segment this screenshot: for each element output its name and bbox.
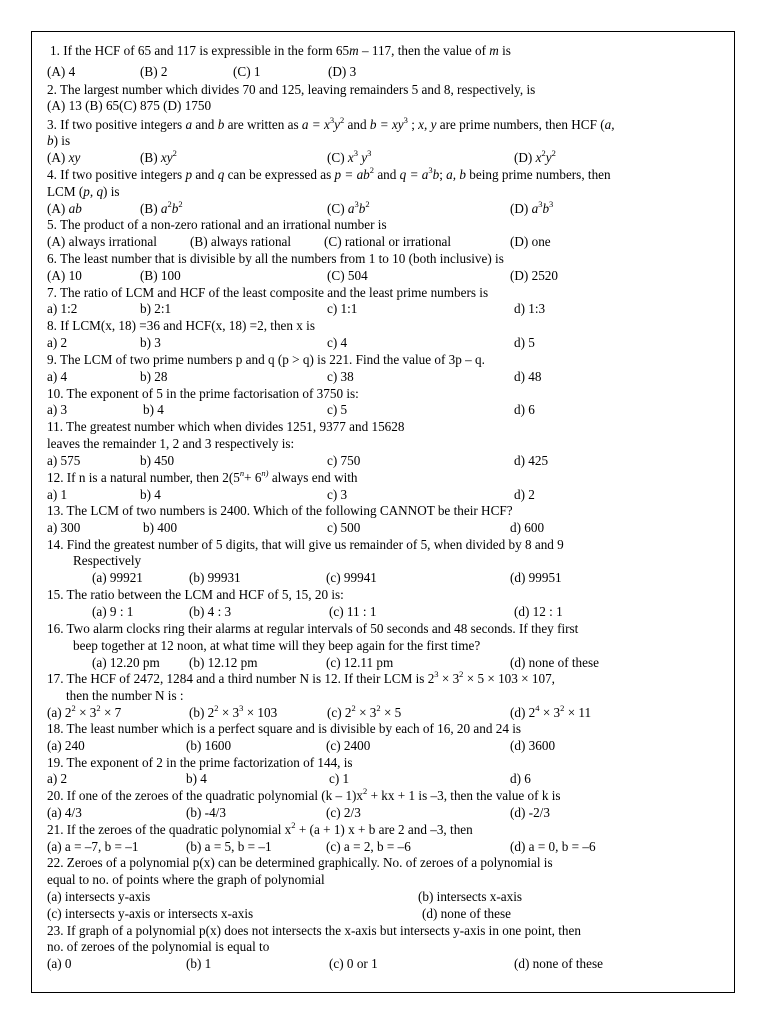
option-d: (d) none of these [510, 655, 599, 670]
question-23-line2: no. of zeroes of the polynomial is equal to [47, 939, 270, 954]
option-c: (c) 0 or 1 [329, 956, 378, 971]
option-a: (a) 4/3 [47, 805, 82, 820]
option-c: (c) intersects y-axis or intersects x-axis [47, 906, 254, 921]
option-a: (a) 99921 [92, 570, 143, 585]
option-c: (C) $a^3b^2$ [327, 198, 370, 216]
option-c: (c) a = 2, b = –6 [326, 839, 411, 854]
option-d: (d) 12 : 1 [514, 604, 563, 619]
question-22-line2: equal to no. of points where the graph of polynomial [47, 872, 325, 887]
option-a: (a) 12.20 pm [92, 655, 160, 670]
option-a: a) 3 [47, 402, 68, 417]
question-8: 8. If LCM(x, 18) =36 and HCF(x, 18) =2, then x is [47, 318, 315, 333]
option-d: (d) -2/3 [510, 805, 550, 820]
question-17: 17. The HCF of 2472, 1284 and a third number N is 12. If their LCM is $2^3 \times 3^2 \times 5 \times 103 \times 107$, [47, 668, 555, 686]
option-d: d) 600 [510, 520, 545, 535]
option-a: a) 1 [47, 487, 68, 502]
question-17-line2: then the number N is : [66, 688, 184, 703]
option-c: c) 4 [327, 335, 348, 350]
question-9: 9. The LCM of two prime numbers p and q (p > q) is 221. Find the value of 3p – q. [47, 352, 485, 367]
option-d: (D) one [510, 234, 551, 249]
option-b: (b) 1 [186, 956, 212, 971]
question-1: 1. If the HCF of 65 and 117 is expressible in the form 65m – 117, then the value of m is [50, 43, 511, 58]
option-a: (a) $2^2 \times 3^2 \times 7$ [47, 702, 122, 720]
option-d: d) 5 [514, 335, 535, 350]
option-d: d) 6 [510, 771, 531, 786]
option-c: c) 38 [327, 369, 354, 384]
option-b: b) 4 [186, 771, 207, 786]
option-d: (d) none of these [514, 956, 603, 971]
option-b: b) 28 [140, 369, 168, 384]
question-16: 16. Two alarm clocks ring their alarms at regular intervals of 50 seconds and 48 seconds. If they first [47, 621, 579, 636]
question-3-line2: b) is [47, 133, 71, 148]
option-a: a) 2 [47, 335, 68, 350]
option-d: d) 2 [514, 487, 535, 502]
option-a: (a) a = –7, b = –1 [47, 839, 139, 854]
question-11-line2: leaves the remainder 1, 2 and 3 respectively is: [47, 436, 295, 451]
question-10: 10. The exponent of 5 in the prime factorisation of 3750 is: [47, 386, 359, 401]
option-d: d) 1:3 [514, 301, 546, 316]
option-d: (d) a = 0, b = –6 [510, 839, 596, 854]
option-b: b) 3 [140, 335, 161, 350]
option-a: (A) 4 [47, 64, 76, 79]
option-d: (D) $a^3b^3$ [510, 198, 554, 216]
option-d: (d) 3600 [510, 738, 556, 753]
option-a: (a) intersects y-axis [47, 889, 151, 904]
option-a: a) 2 [47, 771, 68, 786]
question-12: 12. If n is a natural number, then $2(5^n+ 6^{n)}$ always end with [47, 467, 358, 485]
option-b: b) 2:1 [140, 301, 172, 316]
question-22: 22. Zeroes of a polynomial p(x) can be determined graphically. No. of zeroes of a polynomial is [47, 855, 553, 870]
question-18: 18. The least number which is a perfect square and is divisible by each of 16, 20 and 24 is [47, 721, 522, 736]
question-2: 2. The largest number which divides 70 and 125, leaving remainders 5 and 8, respectively, is [47, 82, 536, 97]
option-b: b) 4 [140, 487, 161, 502]
option-c: c) 1:1 [327, 301, 358, 316]
option-b: (b) 1600 [186, 738, 232, 753]
options-line: (A) 13 (B) 65(C) 875 (D) 1750 [47, 98, 212, 113]
option-b: b) 4 [143, 402, 164, 417]
option-b: (B) 100 [140, 268, 181, 283]
option-b: (b) $2^2 \times 3^3 \times 103$ [189, 702, 278, 720]
option-d: (D) 3 [328, 64, 357, 79]
option-d: (d) 99951 [510, 570, 562, 585]
option-c: (c) 2400 [326, 738, 371, 753]
option-c: c) 3 [327, 487, 348, 502]
option-c: (c) 99941 [326, 570, 377, 585]
question-6: 6. The least number that is divisible by all the numbers from 1 to 10 (both inclusive) is [47, 251, 504, 266]
option-c: c) 750 [327, 453, 361, 468]
option-d: d) 6 [514, 402, 535, 417]
question-21: 21. If the zeroes of the quadratic polynomial $x^2 + (a + 1) x + b$ are 2 and –3, then [47, 819, 473, 837]
option-c: (c) 11 : 1 [329, 604, 377, 619]
question-4: 4. If two positive integers p and q can be expressed as $p = ab^2$ and $q = a^3b$; a, b being prime numbers, then [47, 164, 611, 182]
option-a: (a) 0 [47, 956, 72, 971]
question-14-line2: Respectively [73, 553, 142, 568]
question-15: 15. The ratio between the LCM and HCF of 5, 15, 20 is: [47, 587, 344, 602]
option-d: (d) $2^4 \times 3^2 \times 11$ [510, 702, 592, 720]
option-b: b) 400 [143, 520, 178, 535]
question-13: 13. The LCM of two numbers is 2400. Which of the following CANNOT be their HCF? [47, 503, 513, 518]
option-a: (A) 10 [47, 268, 82, 283]
option-c: (C) 1 [233, 64, 261, 79]
option-a: (A) ab [47, 201, 82, 216]
option-d: d) 48 [514, 369, 542, 384]
question-7: 7. The ratio of LCM and HCF of the least composite and the least prime numbers is [47, 285, 489, 300]
question-3: 3. If two positive integers a and b are written as $a = x^3y^2$ and $b = xy^3$ ; x, y are prime numbers, then HCF (a, [47, 114, 615, 132]
question-23: 23. If graph of a polynomial p(x) does not intersects the x-axis but intersects y-axis in one point, then [47, 923, 581, 938]
question-14: 14. Find the greatest number of 5 digits, that will give us remainder of 5, when divided by 8 and 9 [47, 537, 564, 552]
option-b: (B) always rational [190, 234, 292, 249]
question-5: 5. The product of a non-zero rational and an irrational number is [47, 217, 387, 232]
option-c: c) 5 [327, 402, 348, 417]
option-c: c) 1 [329, 771, 350, 786]
option-b: (b) 4 : 3 [189, 604, 232, 619]
question-20: 20. If one of the zeroes of the quadratic polynomial $(k - 1)x^2$ + kx + 1 is –3, then the value of k is [47, 785, 561, 803]
option-b: (b) a = 5, b = –1 [186, 839, 272, 854]
option-d: (d) none of these [422, 906, 511, 921]
option-c: (C) rational or irrational [324, 234, 452, 249]
option-c: c) 500 [327, 520, 361, 535]
option-c: (C) 504 [327, 268, 368, 283]
option-b: (b) intersects x-axis [418, 889, 522, 904]
option-b: (B) $a^2b^2$ [140, 198, 183, 216]
option-b: (B) 2 [140, 64, 168, 79]
option-c: (c) 12.11 pm [326, 655, 394, 670]
option-b: (b) 12.12 pm [189, 655, 258, 670]
option-b: b) 450 [140, 453, 175, 468]
option-b: (b) 99931 [189, 570, 241, 585]
question-4-line2: LCM (p, q) is [47, 184, 120, 199]
option-d: d) 425 [514, 453, 549, 468]
option-a: (A) always irrational [47, 234, 157, 249]
option-a: a) 4 [47, 369, 68, 384]
option-a: a) 575 [47, 453, 81, 468]
option-a: (A) xy [47, 150, 81, 165]
option-a: a) 1:2 [47, 301, 78, 316]
option-d: (D) $x^2y^2$ [514, 147, 556, 165]
option-b: (B) $xy^2$ [140, 147, 177, 165]
option-c: (c) 2/3 [326, 805, 361, 820]
option-a: (a) 240 [47, 738, 85, 753]
option-d: (D) 2520 [510, 268, 558, 283]
option-a: a) 300 [47, 520, 81, 535]
question-16-line2: beep together at 12 noon, at what time will they beep again for the first time? [73, 638, 481, 653]
option-a: (a) 9 : 1 [92, 604, 134, 619]
option-b: (b) -4/3 [186, 805, 226, 820]
option-c: (C) $x^3$ $y^3$ [327, 147, 372, 165]
option-c: (c) $2^2 \times 3^2 \times 5$ [327, 702, 402, 720]
question-11: 11. The greatest number which when divides 1251, 9377 and 15628 [47, 419, 405, 434]
question-19: 19. The exponent of 2 in the prime factorization of 144, is [47, 755, 353, 770]
